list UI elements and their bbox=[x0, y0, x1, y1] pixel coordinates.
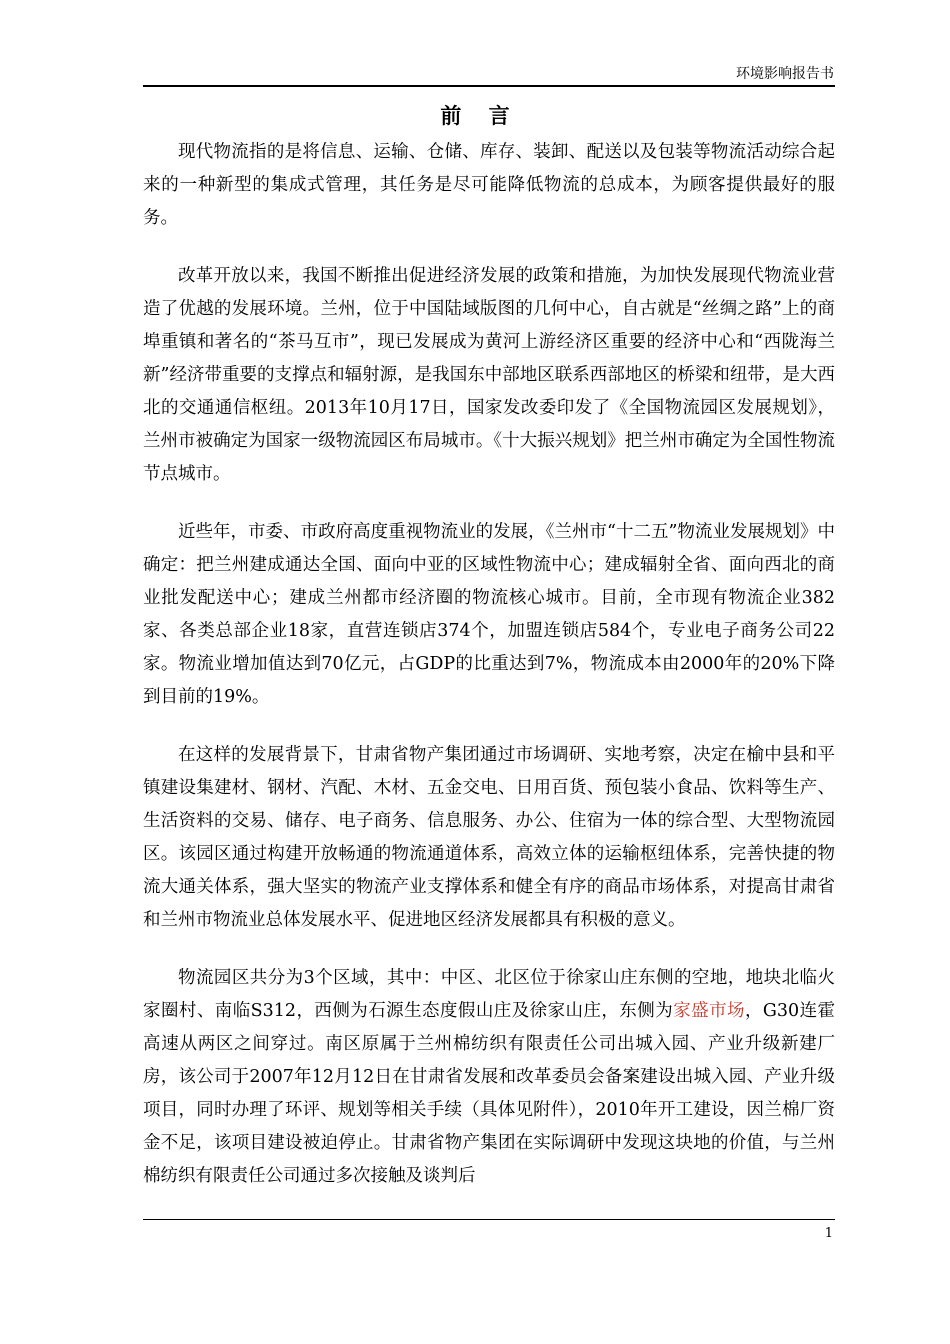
running-header: 环境影响报告书 bbox=[736, 66, 834, 82]
header-divider bbox=[143, 85, 835, 87]
paragraph-5-text-b: ，G30连霍高速从两区之间穿过。南区原属于兰州棉纺织有限责任公司出城入园、产业升级新建厂房，该公司于2007年12月12日在甘肃省发展和改革委员会备案建设出城入园、产业升级项目，同时办理了环评、规划等相关手续（具体见附件），2010年开工建设，因兰棉厂资金不足，该项目建设被迫停止。甘肃省物产集团在实际调研中发现这块地的价值，与兰州棉纺织有限责任公司通过多次接触及谈判后 bbox=[143, 1001, 836, 1186]
paragraph-2: 改革开放以来，我国不断推出促进经济发展的政策和措施，为加快发展现代物流业营造了优越的发展环境。兰州，位于中国陆域版图的几何中心，自古就是“丝绸之路”上的商埠重镇和著名的“茶马互市”，现已发展成为黄河上游经济区重要的经济中心和“西陇海兰新”经济带重要的支撑点和辐射源，是我国东中部地区联系西部地区的桥梁和纽带，是大西北的交通通信枢纽。2013年10月17日，国家发改委印发了《全国物流园区发展规划》，兰州市被确定为国家一级物流园区布局城市。《十大振兴规划》把兰州市确定为全国性物流节点城市。 bbox=[143, 266, 835, 484]
paragraph-1: 现代物流指的是将信息、运输、仓储、库存、装卸、配送以及包装等物流活动综合起来的一种新型的集成式管理，其任务是尽可能降低物流的总成本，为顾客提供最好的服务。 bbox=[143, 142, 835, 228]
page-title: 前言 bbox=[440, 103, 537, 128]
highlighted-text: 家盛市场 bbox=[673, 1001, 745, 1021]
footer-divider bbox=[143, 1219, 835, 1220]
paragraph-3: 近些年，市委、市政府高度重视物流业的发展，《兰州市“十二五”物流业发展规划》中确定：把兰州建成通达全国、面向中亚的区域性物流中心；建成辐射全省、面向西北的商业批发配送中心；建成兰州都市经济圈的物流核心城市。目前，全市现有物流企业382家、各类总部企业18家，直营连锁店374个，加盟连锁店584个，专业电子商务公司22家。物流业增加值达到70亿元，占GDP的比重达到7%，物流成本由2000年的20%下降到目前的19%。 bbox=[143, 522, 835, 707]
paragraph-5 bbox=[143, 962, 835, 1193]
paragraph-4: 在这样的发展背景下，甘肃省物产集团通过市场调研、实地考察，决定在榆中县和平镇建设集建材、钢材、汽配、木材、五金交电、日用百货、预包装小食品、饮料等生产、生活资料的交易、储存、电子商务、信息服务、办公、住宿为一体的综合型、大型物流园区。该园区通过构建开放畅通的物流通道体系，高效立体的运输枢纽体系，完善快捷的物流大通关体系，强大坚实的物流产业支撑体系和健全有序的商品市场体系，对提高甘肃省和兰州市物流业总体发展水平、促进地区经济发展都具有积极的意义。 bbox=[143, 745, 835, 930]
document-body bbox=[143, 136, 835, 1218]
paragraph-5-text-a: 物流园区共分为3个区域，其中：中区、北区位于徐家山庄东侧的空地，地块北临火家圈村、南临S312，西侧为石源生态度假山庄及徐家山庄，东侧为 bbox=[143, 968, 835, 1021]
page-number: 1 bbox=[824, 1226, 833, 1241]
